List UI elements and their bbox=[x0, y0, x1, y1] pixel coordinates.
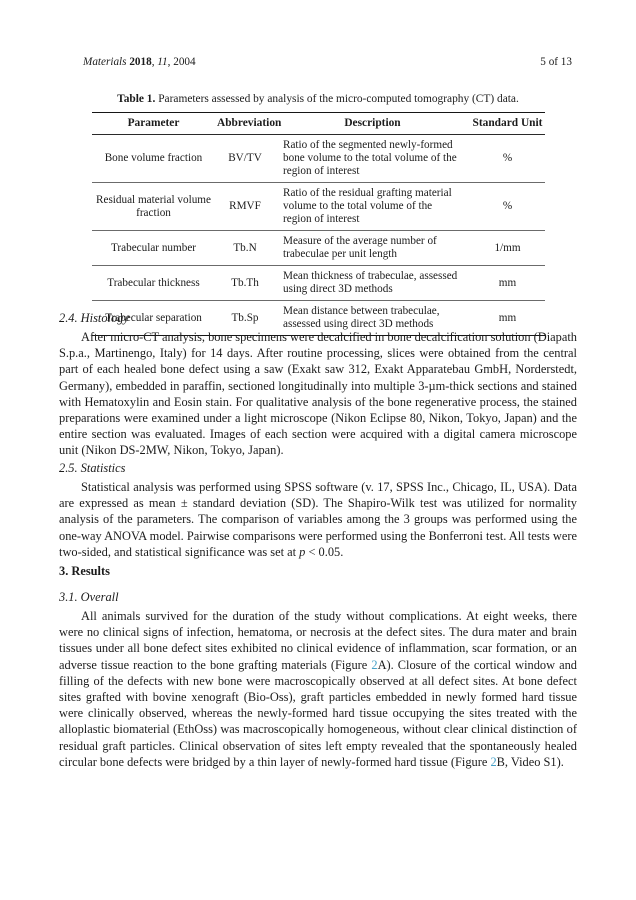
table-row bbox=[92, 135, 545, 183]
p-value-variable: p bbox=[299, 544, 306, 559]
cell-unit: mm bbox=[498, 276, 517, 289]
cell-parameter: Trabecular thickness bbox=[107, 276, 200, 289]
col-header-parameter: Parameter bbox=[127, 117, 180, 129]
statistics-paragraph: Statistical analysis was performed using SPSS software (v. 17, SPSS Inc., Chicago, IL, USA). Data are expressed as mean ± standard deviation (SD). The Shapiro-Wilk test was utilized for normality analysis of the parameters. The comparison of variables among the 3 groups was performed using the one-way ANOVA model. Pairwise comparisons were performed using the Bonferroni test. All tests were two-sided, and statistical significance was set at p < 0.05. bbox=[59, 480, 577, 559]
journal-citation: Materials 2018, 11, 2004 bbox=[83, 56, 196, 68]
cell-abbreviation: Tb.N bbox=[233, 241, 257, 254]
running-head bbox=[83, 56, 572, 69]
cell-unit: 1/mm bbox=[494, 241, 521, 254]
cell-parameter: Residual material volume fraction bbox=[96, 193, 211, 219]
table-caption bbox=[59, 93, 577, 107]
section-heading-histology: 2.4. Histology bbox=[59, 311, 129, 325]
cell-description: Ratio of the segmented newly-formed bone volume to the total volume of the region of interest bbox=[283, 139, 457, 177]
section-heading-overall: 3.1. Overall bbox=[59, 590, 119, 604]
cell-unit: % bbox=[502, 152, 513, 164]
figure-2a-reference-link[interactable]: 2 bbox=[371, 657, 378, 672]
col-header-description: Description bbox=[344, 117, 401, 129]
citation-year: 2018 bbox=[126, 56, 152, 68]
cell-description: Mean thickness of trabeculae, assessed using direct 3D methods bbox=[283, 270, 458, 295]
cell-description: Mean distance between trabeculae, assessed using direct 3D methods bbox=[283, 305, 440, 330]
col-header-standard-unit: Standard Unit bbox=[472, 117, 543, 129]
citation-article: , 2004 bbox=[167, 56, 196, 68]
section-heading-results: 3. Results bbox=[59, 564, 110, 578]
table-row bbox=[92, 266, 545, 301]
histology-paragraph: After micro-CT analysis, bone specimens were decalcified in bone decalcification solution (Diapath S.p.a., Martinengo, Italy) for 14 days. After routine processing, slices were obtained from the central part of each healed bone defect using a saw (Exakt saw 312, Exakt Apparatebau GmbH, Norderstedt, Germany), embedded in paraffin, sectioned longitudinally into multiple 3-µm-thick sections and stained with Hematoxylin and Eosin stain. For qualitative analysis of the bone regenerative process, the stained preparations were examined under a light microscope (Nikon Eclipse 80, Nikon, Tokyo, Japan) and the entire section was evaluated. Images of each section were acquired with a digital camera microscope unit (Nikon DS-2MW, Nikon, Tokyo, Japan). bbox=[59, 330, 577, 458]
table-row bbox=[92, 183, 545, 231]
journal-name: Materials bbox=[83, 56, 127, 68]
cell-unit: mm bbox=[498, 311, 517, 324]
overall-paragraph: All animals survived for the duration of the study without complications. At eight weeks, there were no clinical signs of infection, hematoma, or necrosis at the defect sites. The dura mater and brain tissues under all bone defect sites exhibited no clinical evidence of inflammation, scar formation, or an adverse tissue reaction to the bone grafting materials (Figure 2A). Closure of the cortical window and filling of the defects with new bone were macroscopically observed at all defect sites. At bone defect sites grafted with bovine xenograft (Bio-Oss), graft particles embedded in newly formed hard tissue were clinically observed, whereas the newly-formed hard tissue occupying the sites treated with the alloplastic biomaterial (EthOss) was macroscopically homogeneous, without clear clinical distinction of residual graft particles. Clinical observation of sites left empty revealed that the spontaneously healed circular bone defects were bridged by a thin layer of newly-formed hard tissue (Figure 2B, Video S1). bbox=[59, 609, 577, 769]
cell-abbreviation: BV/TV bbox=[228, 152, 262, 164]
cell-abbreviation: Tb.Sp bbox=[231, 311, 259, 324]
cell-parameter: Bone volume fraction bbox=[104, 152, 203, 164]
cell-description: Ratio of the residual grafting material volume to the total volume of the region of interest bbox=[283, 187, 452, 225]
table-header-row bbox=[92, 113, 545, 135]
section-heading-statistics: 2.5. Statistics bbox=[59, 461, 126, 475]
col-header-abbreviation: Abbreviation bbox=[217, 117, 282, 129]
table-caption-text: Parameters assessed by analysis of the micro-computed tomography (CT) data. bbox=[158, 93, 519, 105]
table-row bbox=[92, 231, 545, 266]
cell-abbreviation: Tb.Th bbox=[231, 276, 259, 289]
cell-parameter: Trabecular number bbox=[110, 241, 197, 254]
table-caption-label: Table 1. bbox=[117, 93, 156, 105]
parameters-table bbox=[92, 112, 545, 336]
citation-volume: 11 bbox=[157, 56, 168, 68]
cell-parameter: Trabecular separation bbox=[105, 311, 202, 324]
figure-2b-reference-link[interactable]: 2 bbox=[490, 754, 497, 769]
page-number: 5 of 13 bbox=[540, 56, 572, 68]
cell-description: Measure of the average number of trabeculae per unit length bbox=[283, 235, 437, 260]
cell-unit: % bbox=[502, 200, 513, 212]
cell-abbreviation: RMVF bbox=[229, 200, 261, 212]
